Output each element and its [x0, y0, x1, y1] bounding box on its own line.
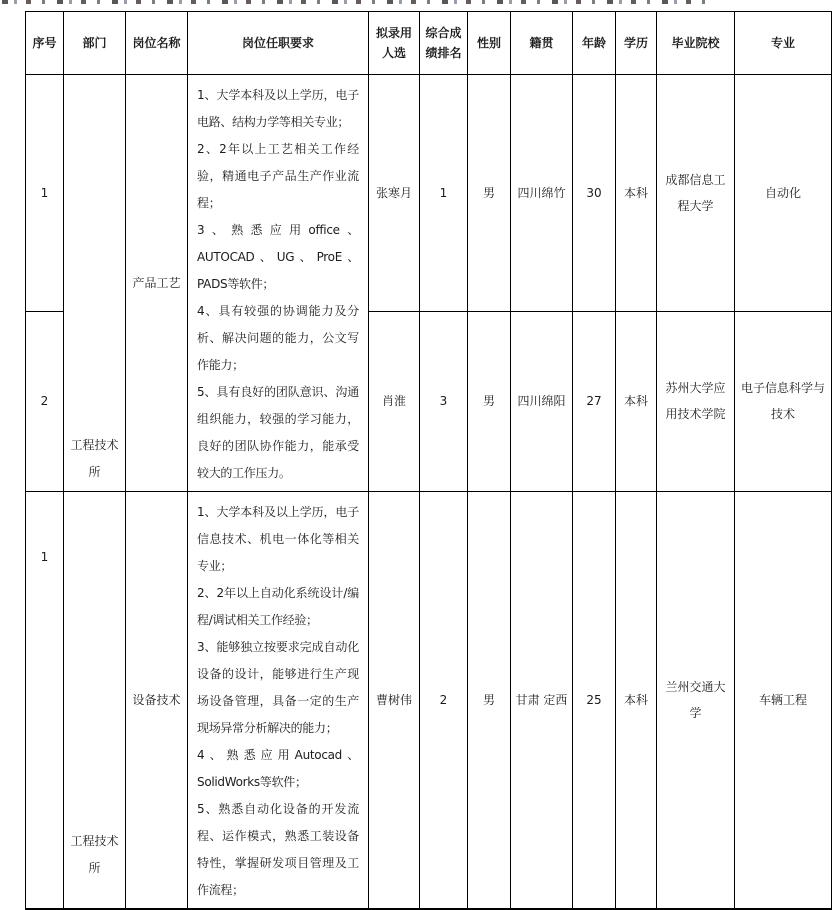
requirement-item: 5、熟悉自动化设备的开发流程、运作模式，熟悉工装设备特性，掌握研发项目管理及工作流程；: [197, 802, 359, 897]
cell-major: 自动化: [735, 75, 832, 312]
cell-age: 27: [573, 311, 616, 491]
cell-major: 电子信息科学与技术: [735, 311, 832, 491]
header-age: 年龄: [573, 12, 616, 75]
requirement-item: 4、具有较强的协调能力及分析、解决问题的能力，公文写作能力；: [197, 304, 359, 372]
requirement-item: 2、2年以上工艺相关工作经验，精通电子产品生产作业流程；: [197, 142, 359, 210]
cell-age: 30: [573, 75, 616, 312]
cell-rank: 2: [420, 492, 468, 910]
cell-department: 工程技术所: [64, 75, 126, 492]
header-gender: 性别: [468, 12, 511, 75]
header-requirements: 岗位任职要求: [188, 12, 369, 75]
cell-seq: 1: [26, 75, 64, 312]
cell-seq: 1: [26, 492, 64, 910]
cell-requirements: [188, 75, 369, 492]
cell-gender: 男: [468, 75, 511, 312]
cell-candidate-name: 肖淮: [369, 311, 420, 491]
cell-education: 本科: [616, 75, 657, 312]
requirement-item: 5、具有良好的团队意识、沟通组织能力，较强的学习能力，良好的团队协作能力，能承受较大的工作压力。: [197, 385, 359, 480]
cell-school: 兰州交通大学: [657, 492, 735, 910]
requirement-item: 2、2年以上自动化系统设计/编程/调试相关工作经验；: [197, 586, 359, 627]
cell-education: 本科: [616, 311, 657, 491]
cell-hometown: 四川绵竹: [511, 75, 573, 312]
header-position: 岗位名称: [126, 12, 188, 75]
cell-gender: 男: [468, 311, 511, 491]
requirement-item: 4、熟悉应用Autocad、SolidWorks等软件；: [197, 748, 359, 789]
cell-candidate-name: 曹树伟: [369, 492, 420, 910]
cell-department: 工程技术所: [64, 492, 126, 910]
cell-rank: 1: [420, 75, 468, 312]
table-row: [26, 75, 832, 312]
cell-position: 产品工艺: [126, 75, 188, 492]
cell-education: 本科: [616, 492, 657, 910]
cell-rank: 3: [420, 311, 468, 491]
requirement-item: 3、能够独立按要求完成自动化设备的设计，能够进行生产现场设备管理，具备一定的生产现场异常分析解决的能力；: [197, 640, 359, 735]
cell-position: 设备技术: [126, 492, 188, 910]
cell-seq: 2: [26, 311, 64, 491]
clipped-top-text-remnant: [2, 0, 708, 4]
header-candidate: 拟录用人选: [369, 12, 420, 75]
recruitment-candidates-table: [25, 11, 832, 910]
header-row: [26, 12, 832, 75]
cell-hometown: 甘肃 定西: [511, 492, 573, 910]
cell-school: 成都信息工程大学: [657, 75, 735, 312]
table-row: [26, 492, 832, 910]
header-rank: 综合成绩排名: [420, 12, 468, 75]
header-major: 专业: [735, 12, 832, 75]
requirement-item: 3、熟悉应用office、AUTOCAD、UG、ProE、PADS等软件；: [197, 223, 359, 291]
cell-school: 苏州大学应用技术学院: [657, 311, 735, 491]
cell-candidate-name: 张寒月: [369, 75, 420, 312]
header-education: 学历: [616, 12, 657, 75]
cell-age: 25: [573, 492, 616, 910]
header-school: 毕业院校: [657, 12, 735, 75]
requirement-item: 1、大学本科及以上学历，电子信息技术、机电一体化等相关专业；: [197, 505, 359, 573]
header-hometown: 籍贯: [511, 12, 573, 75]
cell-requirements: [188, 492, 369, 910]
header-seq: 序号: [26, 12, 64, 75]
cell-major: 车辆工程: [735, 492, 832, 910]
requirement-item: 1、大学本科及以上学历，电子电路、结构力学等相关专业；: [197, 88, 359, 129]
cell-gender: 男: [468, 492, 511, 910]
header-department: 部门: [64, 12, 126, 75]
cell-hometown: 四川绵阳: [511, 311, 573, 491]
